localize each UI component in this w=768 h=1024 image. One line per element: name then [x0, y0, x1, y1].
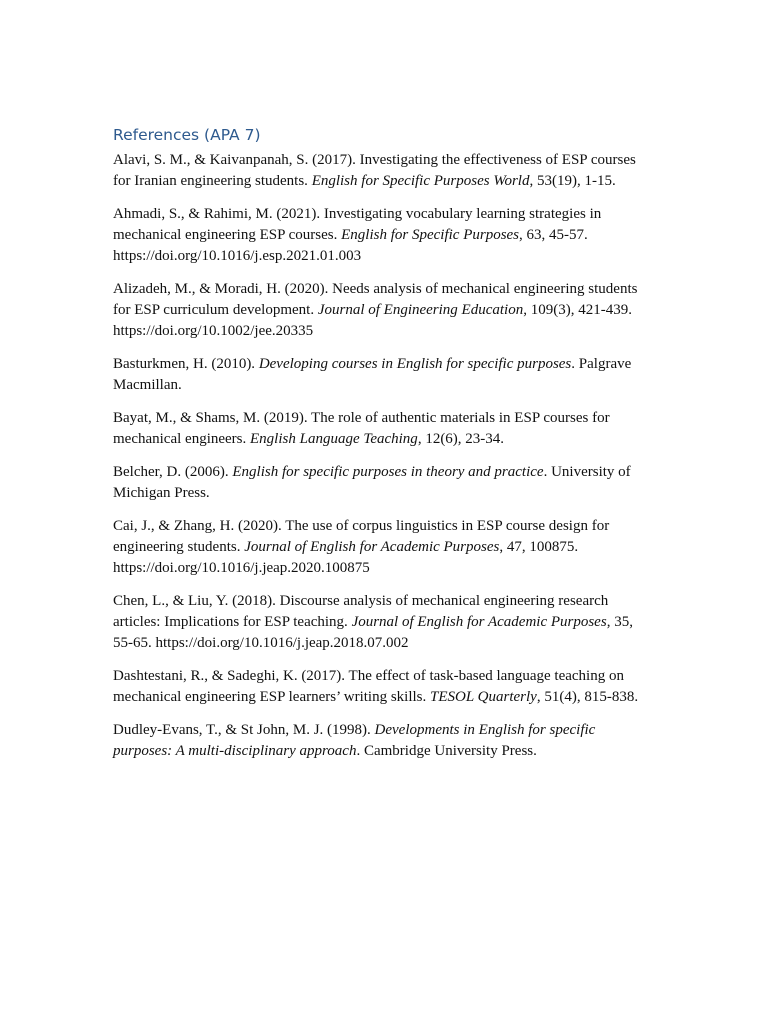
reference-details: . Palgrave Macmillan.	[113, 356, 632, 393]
references-section	[113, 124, 648, 774]
reference-details: , 63, 45-57. https://doi.org/10.1016/j.esp.2021.01.003	[113, 227, 588, 264]
reference-text: Basturkmen, H. (2010).	[113, 356, 259, 372]
reference-entry	[113, 354, 648, 396]
reference-text: Alizadeh, M., & Moradi, H. (2020). Needs analysis of mechanical engineering students for ESP curriculum development.	[113, 281, 638, 318]
reference-entry	[113, 204, 648, 267]
reference-source-title: Journal of Engineering Education	[317, 302, 524, 318]
reference-source-title: Journal of English for Academic Purposes	[351, 614, 607, 630]
reference-text: Alavi, S. M., & Kaivanpanah, S. (2017). Investigating the effectiveness of ESP courses for Iranian engineering students.	[113, 152, 636, 189]
reference-source-title: English for specific purposes in theory and practice	[232, 464, 544, 480]
reference-details: . University of Michigan Press.	[113, 464, 631, 501]
reference-entry	[113, 408, 648, 450]
reference-text: Belcher, D. (2006).	[113, 464, 233, 480]
reference-entry	[113, 516, 648, 579]
reference-source-title: Developments in English for specific purposes: A multi-disciplinary approach	[113, 722, 596, 759]
reference-details: , 109(3), 421-439. https://doi.org/10.1002/jee.20335	[113, 302, 632, 339]
reference-details: , 47, 100875. https://doi.org/10.1016/j.jeap.2020.100875	[113, 539, 579, 576]
reference-text: Cai, J., & Zhang, H. (2020). The use of corpus linguistics in ESP course design for engineering students.	[113, 518, 610, 555]
reference-entry	[113, 150, 648, 192]
reference-details: , 12(6), 23-34.	[417, 431, 505, 447]
reference-details: , 53(19), 1-15.	[529, 173, 616, 189]
reference-details: . Cambridge University Press.	[356, 743, 537, 759]
section-heading: References (APA 7)	[113, 126, 261, 144]
reference-text: Ahmadi, S., & Rahimi, M. (2021). Investigating vocabulary learning strategies in mechanical engineering ESP courses.	[113, 206, 602, 243]
reference-details: , 35, 55-65. https://doi.org/10.1016/j.jeap.2018.07.002	[113, 614, 633, 651]
reference-source-title: English for Specific Purposes World	[311, 173, 530, 189]
reference-text: Chen, L., & Liu, Y. (2018). Discourse analysis of mechanical engineering research articles: Implications for ESP teaching.	[113, 593, 609, 630]
reference-text: Dudley-Evans, T., & St John, M. J. (1998).	[113, 722, 375, 738]
reference-source-title: Developing courses in English for specific purposes	[258, 356, 572, 372]
reference-source-title: TESOL Quarterly	[430, 689, 537, 705]
reference-entry	[113, 462, 648, 504]
reference-entry	[113, 279, 648, 342]
reference-details: , 51(4), 815-838.	[536, 689, 639, 705]
reference-entry	[113, 591, 648, 654]
reference-source-title: Journal of English for Academic Purposes	[244, 539, 500, 555]
reference-entry	[113, 720, 648, 762]
reference-entry	[113, 666, 648, 708]
reference-source-title: English Language Teaching	[250, 431, 418, 447]
reference-text: Dashtestani, R., & Sadeghi, K. (2017). The effect of task-based language teaching on mechanical engineering ESP learners’ writing skills.	[113, 668, 624, 705]
reference-source-title: English for Specific Purposes	[341, 227, 520, 243]
reference-text: Bayat, M., & Shams, M. (2019). The role of authentic materials in ESP courses for mechanical engineers.	[113, 410, 610, 447]
